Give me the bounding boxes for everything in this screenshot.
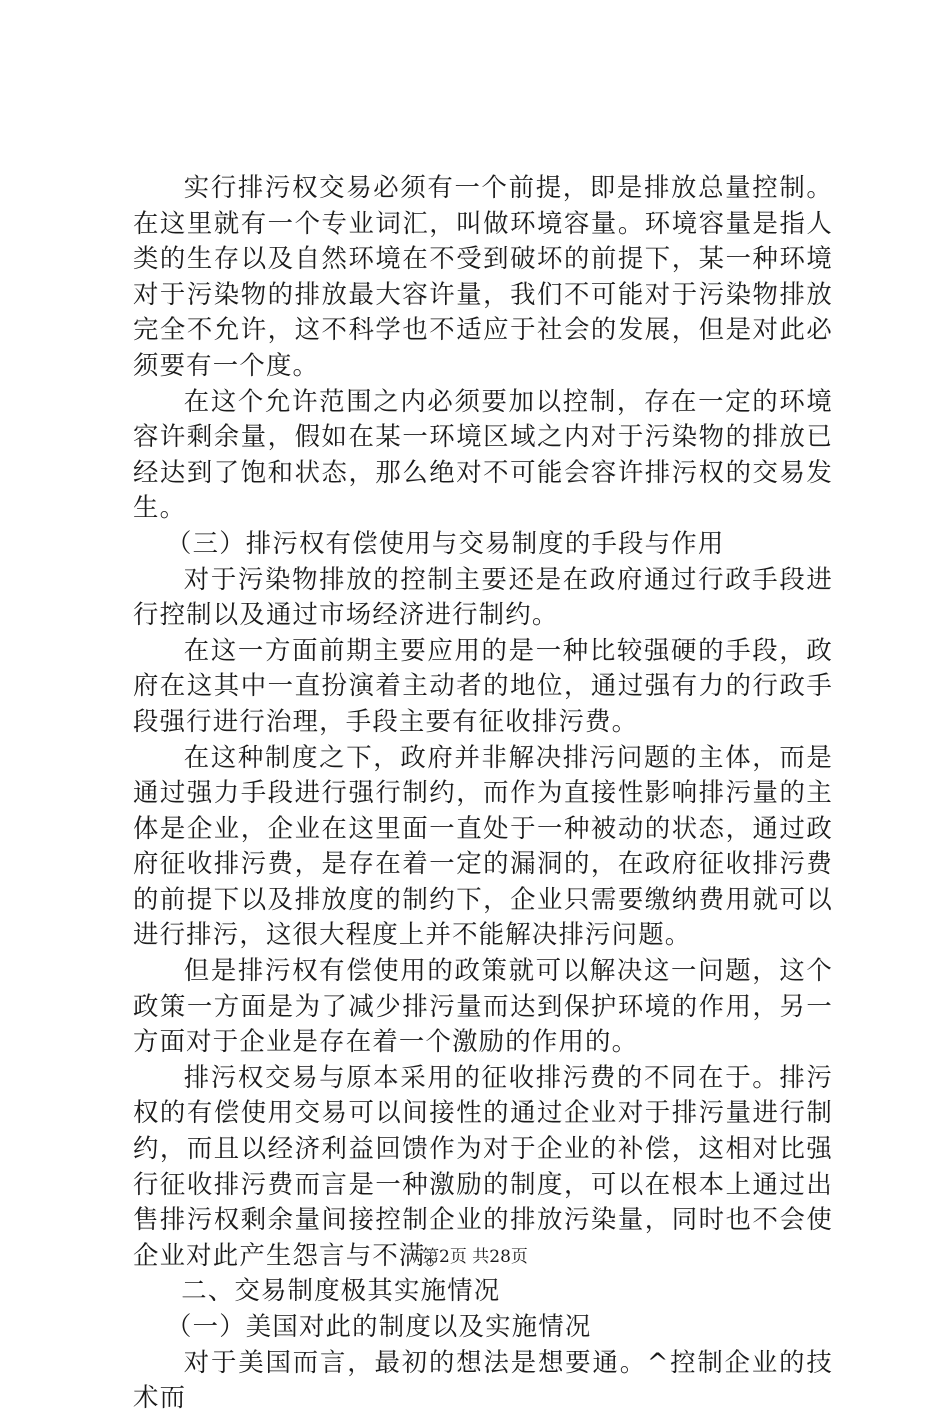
page-number-footer: 第2页 共28页 xyxy=(422,1247,528,1267)
paragraph-8: 排污权交易与原本采用的征收排污费的不同在于。排污权的有偿使用交易可以间接性的通过企业对于排污量进行制约，而且以经济利益回馈作为对于企业的补偿，这相对比强行征收排污费而言是一种激励的制度，可以在根本上通过出售排污权剩余量间接控制企业的排放污染量，同时也不会使企业对此产生怨言与不满。 xyxy=(133,1061,833,1270)
paragraph-4: 对于污染物排放的控制主要还是在政府通过行政手段进行控制以及通过市场经济进行制约。 xyxy=(133,563,833,630)
paragraph-11: 对于美国而言，最初的想法是想要通。^控制企业的技术而 xyxy=(133,1346,833,1413)
chapter-heading-2: 二、交易制度极其实施情况 xyxy=(181,1275,501,1306)
paragraph-2: 在这个允许范围之内必须要加以控制，存在一定的环境容许剩余量，假如在某一环境区域之内对于污染物的排放已经达到了饱和状态，那么绝对不可能会容许排污权的交易发生。 xyxy=(133,385,833,523)
paragraph-7: 但是排污权有偿使用的政策就可以解决这一问题，这个政策一方面是为了减少排污量而达到保护环境的作用，另一方面对于企业是存在着一个激励的作用的。 xyxy=(133,955,833,1057)
paragraph-6: 在这种制度之下，政府并非解决排污问题的主体，而是通过强力手段进行强行制约，而作为直接性影响排污量的主体是企业，企业在这里面一直处于一种被动的状态，通过政府征收排污费，是存在着一定的漏洞的，在政府征收排污费的前提下以及排放度的制约下，企业只需要缴纳费用就可以进行排污，这很大程度上并不能解决排污问题。 xyxy=(133,741,833,950)
section-heading-3: （三）排污权有偿使用与交易制度的手段与作用 xyxy=(166,527,725,558)
paragraph-5: 在这一方面前期主要应用的是一种比较强硬的手段，政府在这其中一直扮演着主动者的地位，通过强有力的行政手段强行进行治理，手段主要有征收排污费。 xyxy=(133,634,833,736)
section-heading-1: （一）美国对此的制度以及实施情况 xyxy=(166,1311,592,1341)
document-body xyxy=(133,170,833,1416)
paragraph-1: 实行排污权交易必须有一个前提，即是排放总量控制。在这里就有一个专业词汇，叫做环境容量。环境容量是指人类的生存以及自然环境在不受到破坏的前提下，某一种环境对于污染物的排放最大容许量，我们不可能对于污染物排放完全不允许，这不科学也不适应于社会的发展，但是对此必须要有一个度。 xyxy=(133,172,833,380)
